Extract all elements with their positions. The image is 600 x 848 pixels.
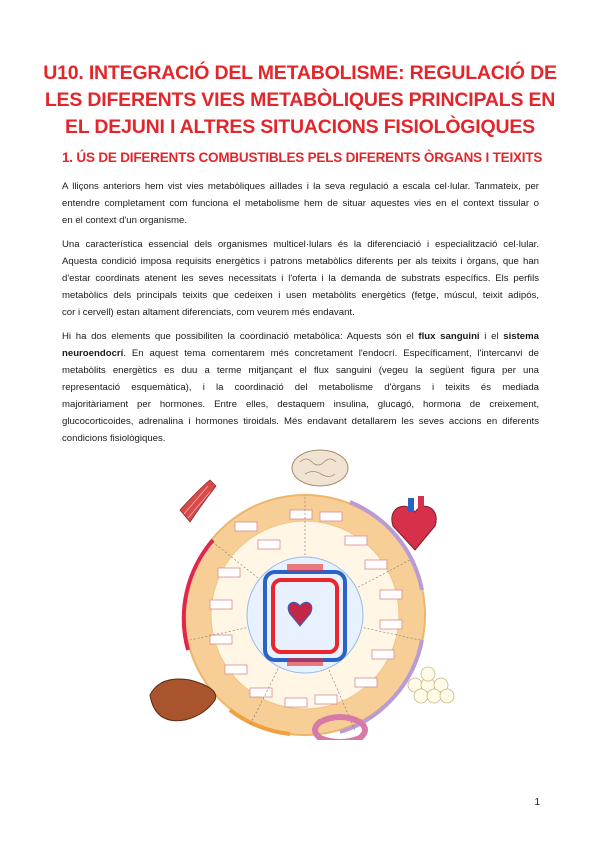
title-line-3: EL DEJUNI I ALTRES SITUACIONS FISIOLÒGIQUES [65,116,535,138]
page-number: 1 [534,797,540,808]
metabolism-circulation-figure [140,440,470,740]
adipose-tissue-icon [408,667,454,703]
paragraph-1 [62,178,539,229]
liver-icon [150,679,216,721]
section-heading: 1. ÚS DE DIFERENTS COMBUSTIBLES PELS DIFERENTS ÒRGANS I TEIXITS [62,150,543,165]
document-title [40,60,560,141]
paragraph-3-line: metabòlits energètics es duu a terme mitjançant el flux sanguini (vegeu la següent figura per una [62,365,539,376]
brain-icon [292,450,348,486]
paragraph-2-line: Una característica essencial dels organismes multicel·lulars és la diferenciació i especialització cel·lular. [62,239,539,250]
bold-flux-sanguini: flux sanguini [418,331,480,342]
paragraph-1-line: entendre completament com funciona el metabolisme hem de situar aquestes vies en el context tissular o [62,198,539,209]
paragraph-1-line: A lliçons anteriors hem vist vies metabòliques aïllades i la seva regulació a escala cel·lular. Tanmateix, per [62,181,539,192]
paragraph-3-line: neuroendocrí. En aquest tema comentarem més concretament l'endocrí. Específicament, l'intercanvi de [62,348,539,359]
paragraph-1-line: en el context d'un organisme. [62,215,188,226]
paragraph-2-line: metabòlics dels principals teixits que cedeixen i usen metabòlits energètics (fetge, múscul, teixit adipós, [62,290,539,301]
paragraph-2-line: Aquesta condició imposa requisits energètics i patrons metabòlics diferents per als teixits i òrgans, que han [62,256,539,267]
paragraph-2 [62,236,539,321]
capillary-top [287,564,323,572]
paragraph-3 [62,328,539,447]
muscle-icon [180,480,216,522]
capillary-bottom [287,658,323,666]
bold-sistema: sistema [503,331,539,342]
bold-neuroendocri: neuroendocrí [62,348,124,359]
paragraph-3-line: representació esquemàtica), i la coordinació del metabolisme d'òrgans i teixits és mediada [62,382,539,393]
title-line-1: U10. INTEGRACIÓ DEL METABOLISME: REGULACIÓ DE [43,62,557,84]
title-line-2: LES DIFERENTS VIES METABÒLIQUES PRINCIPALS EN [44,89,556,111]
paragraph-3-line: condicions fisiològiques. [62,433,166,444]
paragraph-2-line: d'estar coordinats atenent les seves necessitats i l'oferta i la demanda de substrats específics. Els perfils [62,273,539,284]
paragraph-3-line: majoritàriament per hormones. Entre elles, destaquem insulina, glucagó, hormona de creixement, [62,399,539,410]
paragraph-2-line: cor i cervell) estan altament diferenciats, com veurem més endavant. [62,307,355,318]
paragraph-3-line: Hi ha dos elements que possibiliten la coordinació metabòlica: Aquests són el flux sanguini i el sistema [62,331,539,342]
paragraph-3-line: glucocorticoides, adrenalina i hormones tiroidals. Més endavant detallarem les seves accions en diferents [62,416,539,427]
